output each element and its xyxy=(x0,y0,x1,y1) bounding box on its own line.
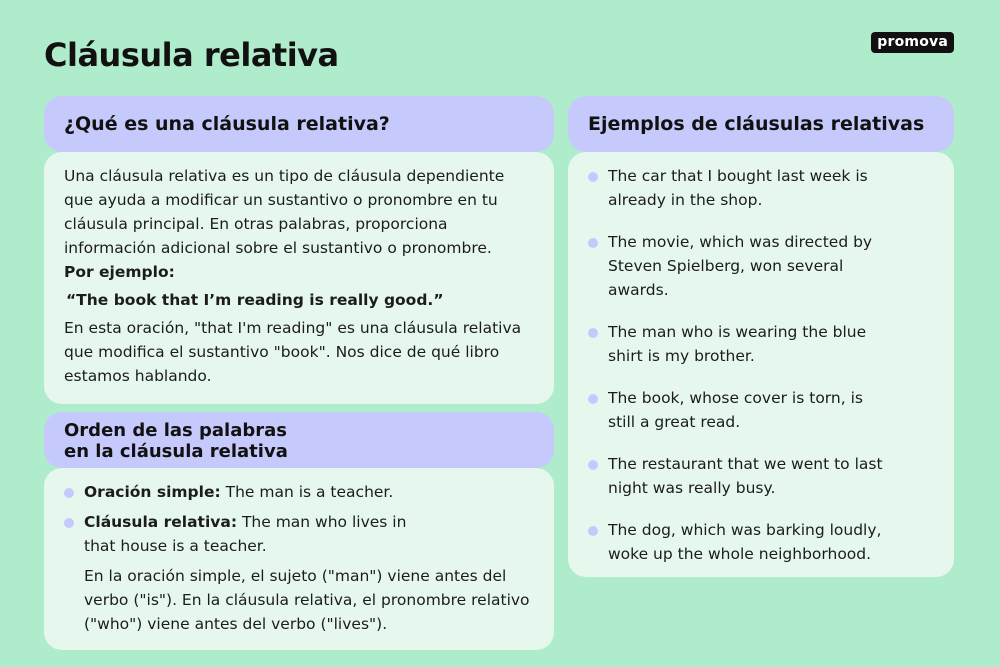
bullet-dot-icon xyxy=(588,328,598,338)
bullet-dot-icon xyxy=(588,238,598,248)
example-explanation: En esta oración, "that I'm reading" es una cláusula relativa que modifica el sustantivo "book". Nos dice de qué libro estamos hablando. xyxy=(64,319,522,385)
example-label: Por ejemplo: xyxy=(64,263,175,281)
list-item xyxy=(588,386,934,434)
examples-card-header: Ejemplos de cláusulas relativas xyxy=(568,96,954,152)
list-item xyxy=(588,320,934,368)
word-order-header-line1: Orden de las palabras xyxy=(64,420,287,441)
example-text: The dog, which was barking loudly, woke up the whole neighborhood. xyxy=(608,521,882,563)
example-text: The movie, which was directed by Steven Spielberg, won several awards. xyxy=(608,233,873,299)
bullet-dot-icon xyxy=(588,172,598,182)
list-item xyxy=(64,480,534,504)
examples-list xyxy=(588,164,934,566)
word-order-header-line2: en la cláusula relativa xyxy=(64,441,288,462)
bullet-dot-icon xyxy=(588,394,598,404)
definition-text: Una cláusula relativa es un tipo de cláusula dependiente que ayuda a modificar un sustantivo o pronombre en tu cláusula principal. En otras palabras, proporciona información adicional sobre el sustantivo o pronombre. xyxy=(64,167,505,257)
example-text: The car that I bought last week is already in the shop. xyxy=(608,167,868,209)
order-item-text: The man is a teacher. xyxy=(220,483,394,501)
word-order-list xyxy=(64,480,534,558)
list-item xyxy=(588,230,934,302)
examples-card-body xyxy=(568,152,954,577)
list-item xyxy=(588,518,934,566)
bullet-dot-icon xyxy=(588,460,598,470)
word-order-card-body xyxy=(44,468,554,650)
order-item-lead: Cláusula relativa: xyxy=(84,513,238,531)
example-text: The man who is wearing the blue shirt is my brother. xyxy=(608,323,867,365)
example-text: The book, whose cover is torn, is still a great read. xyxy=(608,389,863,431)
order-item-text: The man who lives in that house is a teacher. xyxy=(84,513,407,555)
definition-card-body xyxy=(44,152,554,404)
definition-card-header: ¿Qué es una cláusula relativa? xyxy=(44,96,554,152)
definition-card xyxy=(44,96,554,404)
list-item xyxy=(588,164,934,212)
promova-logo: promova xyxy=(871,32,954,53)
list-item xyxy=(588,452,934,500)
bullet-dot-icon xyxy=(64,488,74,498)
list-item xyxy=(64,510,534,558)
page-title: Cláusula relativa xyxy=(44,36,339,74)
example-sentence: “The book that I’m reading is really good.” xyxy=(66,291,444,309)
word-order-note: En la oración simple, el sujeto ("man") viene antes del verbo ("is"). En la cláusula relativa, el pronombre relativo ("who") viene antes del verbo ("lives"). xyxy=(84,567,530,633)
examples-card xyxy=(568,96,954,577)
bullet-dot-icon xyxy=(64,518,74,528)
order-item-lead: Oración simple: xyxy=(84,483,221,501)
bullet-dot-icon xyxy=(588,526,598,536)
word-order-card-header xyxy=(44,412,554,468)
word-order-card xyxy=(44,412,554,650)
example-text: The restaurant that we went to last night was really busy. xyxy=(608,455,883,497)
